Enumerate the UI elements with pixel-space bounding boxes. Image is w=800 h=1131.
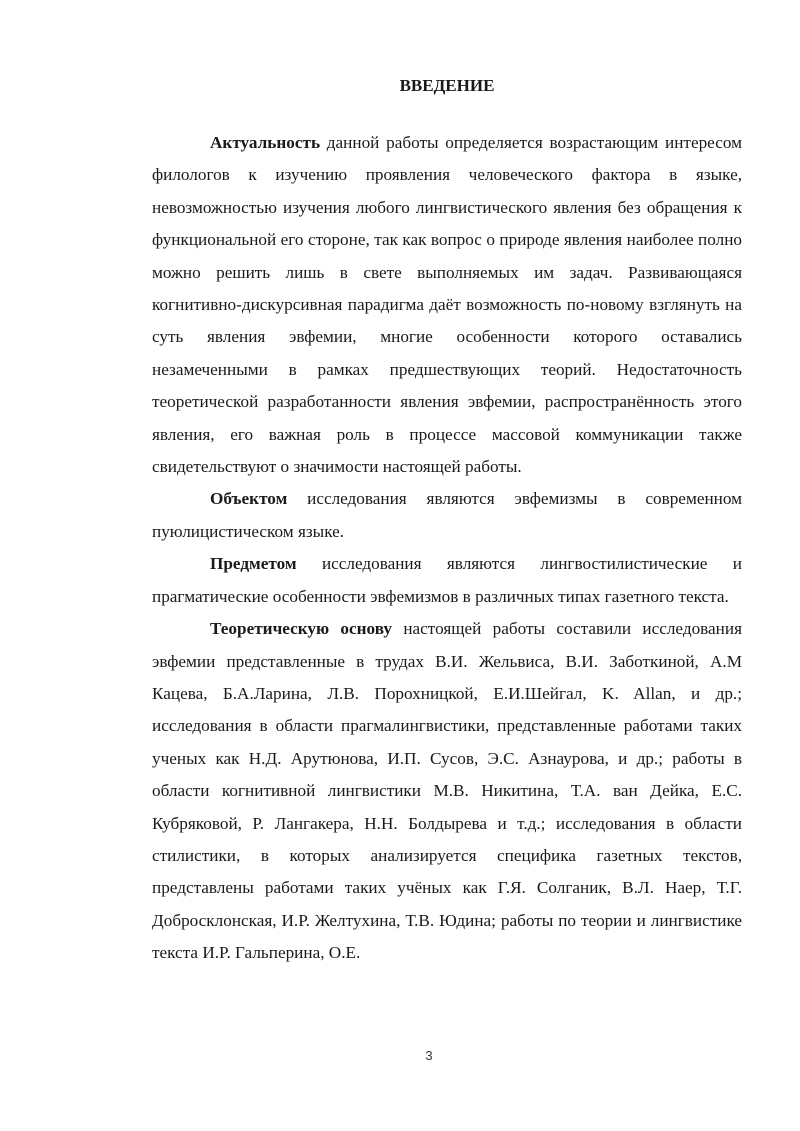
body-text [152, 127, 742, 970]
paragraph-subject [152, 548, 742, 613]
paragraph-theoretical-basis [152, 613, 742, 969]
paragraph-text: данной работы определяется возрастающим интересом филологов к изучению проявления человеческого фактора в языке, невозможностью изучения любого лингвистического явления без обращения к функциональной его стороне, так как вопрос о природе явления наиболее полно можно решить лишь в свете выполняемых им задач. Развивающаяся когнитивно-дискурсивная парадигма даёт возможность по-новому взглянуть на суть явления эвфемии, многие особенности которого оставались незамеченными в рамках предшествующих теорий. Недостаточность теоретической разработанности явления эвфемии, распространённость этого явления, его важная роль в процессе массовой коммуникации также свидетельствуют о значимости настоящей работы. [152, 133, 742, 477]
paragraph-object [152, 483, 742, 548]
paragraph-text: исследования являются эвфемизмы в современном пуюлицистическом языке. [152, 489, 742, 541]
paragraph-text: настоящей работы составили исследования эвфемии представленные в трудах В.И. Жельвиса, В.И. Заботкиной, А.М Кацева, Б.А.Ларина, Л.В. Порохницкой, Е.И.Шейгал, K. Allan, и др.; исследования в области прагмалингвистики, представленные работами таких ученых как Н.Д. Арутюнова, И.П. Сусов, Э.С. Азнаурова, и др.; работы в области когнитивной лингвистики М.В. Никитина, Т.А. ван Дейка, Е.С. Кубряковой, Р. Лангакера, Н.Н. Болдырева и т.д.; исследования в области стилистики, в которых анализируется специфика газетных текстов, представлены работами таких учёных как Г.Я. Солганик, В.Л. Наер, Т.Г. Добросклонская, И.Р. Желтухина, Т.В. Юдина; работы по теории и лингвистике текста И.Р. Гальперина, О.Е. [152, 619, 742, 963]
paragraph-text: исследования являются лингвостилистические и прагматические особенности эвфемизмов в различных типах газетного текста. [152, 554, 742, 606]
paragraph-lead: Объектом [210, 489, 288, 509]
page-title: ВВЕДЕНИЕ [399, 76, 495, 95]
paragraph-lead: Актуальность [210, 133, 321, 152]
paragraph-lead: Предметом [210, 554, 297, 574]
paragraph-relevance [152, 127, 742, 483]
page-number: 3 [425, 1048, 433, 1063]
paragraph-lead: Теоретическую основу [210, 619, 393, 639]
